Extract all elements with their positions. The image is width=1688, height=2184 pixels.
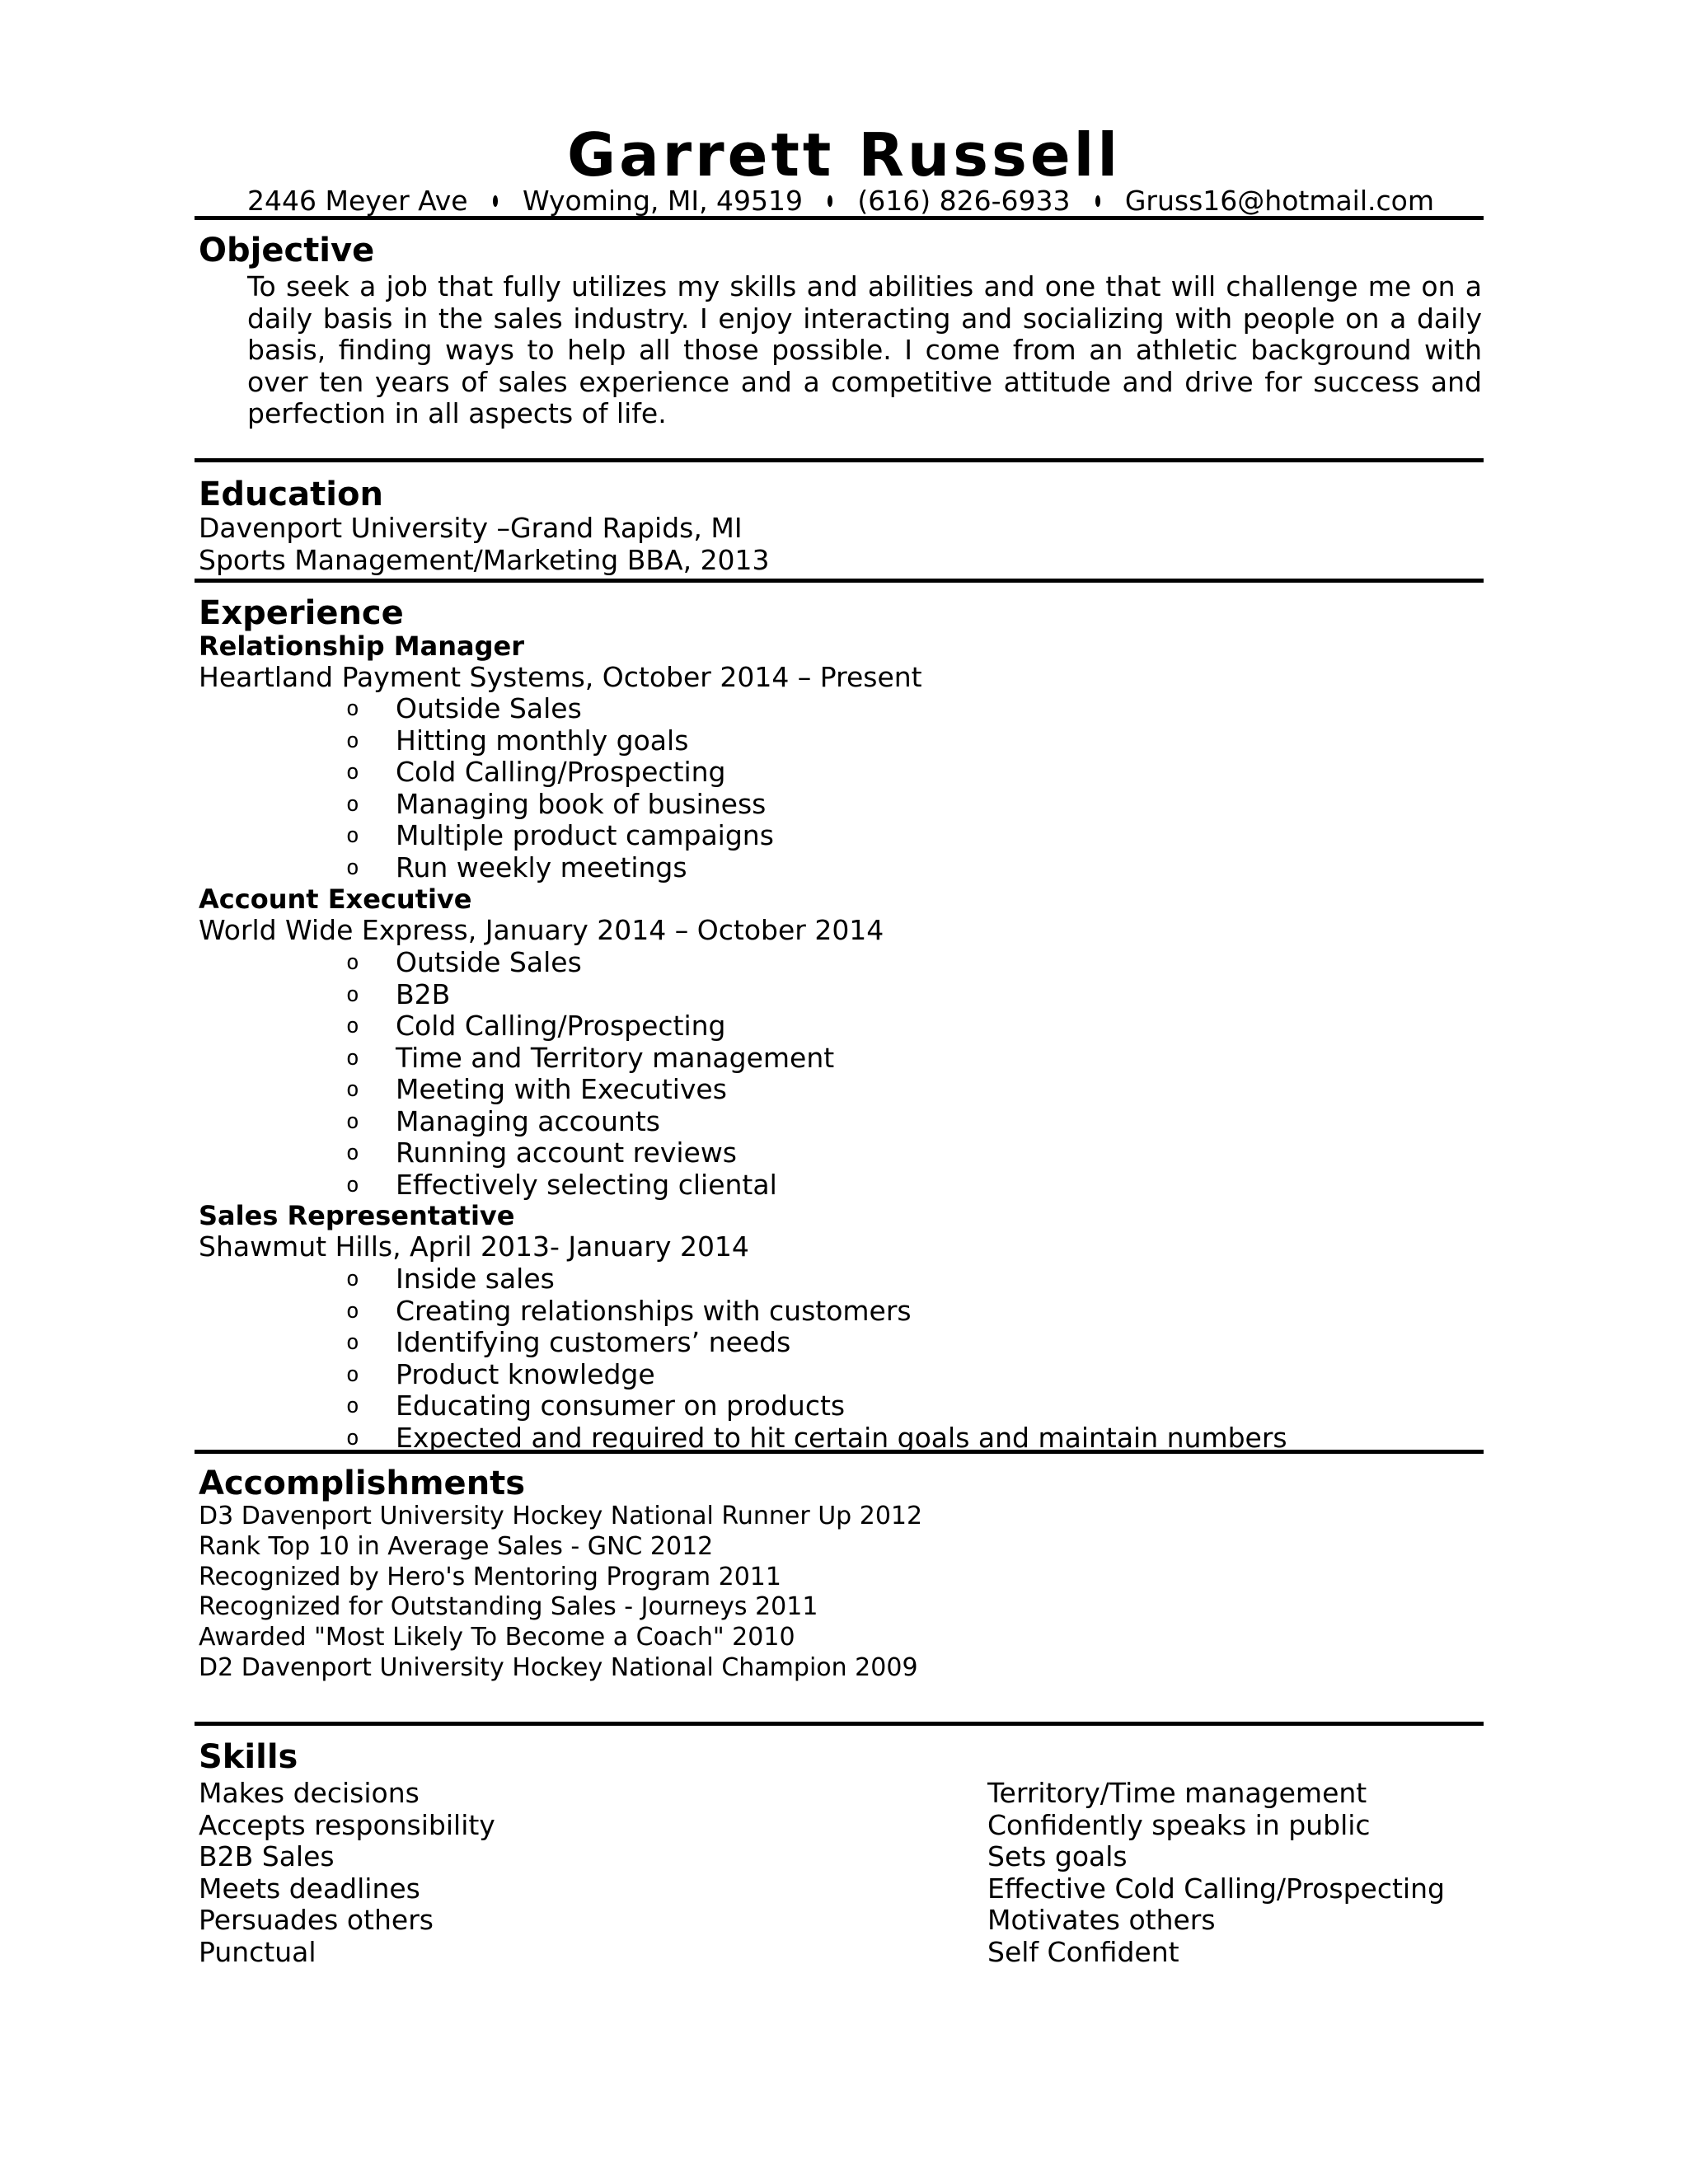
contact-phone: (616) 826-6933 — [857, 185, 1071, 217]
list-item: o Managing accounts — [346, 1104, 660, 1137]
bullet-glyph: o — [346, 1077, 359, 1102]
list-item: Recognized by Hero's Mentoring Program 2011 — [199, 1562, 781, 1591]
bullet-glyph: o — [346, 1014, 359, 1038]
list-item: Territory/Time management — [987, 1777, 1367, 1809]
bullet-glyph: o — [346, 1108, 359, 1134]
list-item: o Meeting with Executives — [346, 1073, 727, 1105]
accomplishments-list — [199, 1502, 922, 1684]
bullet-glyph: o — [346, 950, 359, 975]
skills-heading: Skills — [199, 1738, 298, 1776]
job-bullet-list — [346, 1263, 1287, 1454]
list-item: Makes decisions — [199, 1777, 420, 1809]
bullet-glyph: o — [346, 855, 359, 880]
job-company: Heartland Payment Systems, October 2014 – Present — [199, 661, 922, 693]
list-item: o Inside sales — [346, 1263, 555, 1295]
list-item: o Outside Sales — [346, 692, 582, 724]
list-item: o Effectively selecting cliental — [346, 1168, 777, 1201]
divider-experience — [195, 1450, 1484, 1454]
bullet-glyph: o — [346, 1394, 359, 1418]
list-item: Self Confident — [987, 1935, 1179, 1968]
list-item: o Cold Calling/Prospecting — [346, 756, 726, 788]
bullet-separator — [828, 195, 832, 207]
list-item: B2B Sales — [199, 1840, 335, 1872]
education-degree: Sports Management/Marketing BBA, 2013 — [199, 544, 770, 576]
bullet-glyph: o — [346, 823, 359, 848]
bullet-glyph: o — [346, 1141, 359, 1165]
divider-objective — [195, 458, 1484, 462]
experience-heading: Experience — [199, 594, 404, 632]
list-item: o Hitting monthly goals — [346, 724, 689, 757]
list-item: o Multiple product campaigns — [346, 819, 774, 851]
bullet-separator — [1095, 195, 1100, 207]
objective-heading: Objective — [199, 232, 375, 269]
divider-education — [195, 579, 1484, 583]
list-item: o Running account reviews — [346, 1137, 737, 1169]
education-heading: Education — [199, 476, 383, 513]
bullet-glyph: o — [346, 728, 359, 753]
accomplishments-heading: Accomplishments — [199, 1465, 526, 1502]
contact-address: 2446 Meyer Ave — [247, 185, 468, 217]
bullet-glyph: o — [346, 760, 359, 785]
list-item: o Cold Calling/Prospecting — [346, 1010, 726, 1042]
bullet-glyph: o — [346, 696, 359, 721]
list-item: Awarded "Most Likely To Become a Coach" 2010 — [199, 1623, 795, 1652]
divider-header — [195, 216, 1484, 220]
list-item: o Managing book of business — [346, 787, 767, 820]
list-item: Rank Top 10 in Average Sales - GNC 2012 — [199, 1531, 714, 1561]
list-item: Effective Cold Calling/Prospecting — [987, 1872, 1445, 1905]
contact-email: Gruss16@hotmail.com — [1124, 185, 1434, 217]
list-item: o Time and Territory management — [346, 1041, 835, 1074]
skills-list-right — [987, 1778, 1445, 1968]
list-item: Meets deadlines — [199, 1872, 420, 1905]
list-item: o Educating consumer on products — [346, 1390, 846, 1422]
list-item: o Outside Sales — [346, 946, 582, 978]
job-company: Shawmut Hills, April 2013- January 2014 — [199, 1230, 749, 1263]
bullet-glyph: o — [346, 1330, 359, 1355]
education-school: Davenport University –Grand Rapids, MI — [199, 512, 743, 544]
list-item: Punctual — [199, 1935, 316, 1968]
list-item: Motivates others — [987, 1904, 1216, 1936]
job-title: Account Executive — [199, 883, 472, 915]
job-bullet-list — [346, 947, 834, 1201]
list-item: o B2B — [346, 977, 451, 1010]
bullet-glyph: o — [346, 1361, 359, 1387]
list-item: o Run weekly meetings — [346, 851, 687, 883]
contact-line — [247, 185, 1434, 218]
bullet-glyph: o — [346, 1267, 359, 1291]
list-item: o Product knowledge — [346, 1357, 655, 1390]
candidate-name: Garrett Russell — [566, 120, 1122, 190]
bullet-glyph: o — [346, 791, 359, 817]
job-title: Sales Representative — [199, 1200, 515, 1231]
job-title: Relationship Manager — [199, 630, 524, 662]
objective-text: To seek a job that fully utilizes my skills and abilities and one that will challenge me on a daily basis in the sales industry. I enjoy interacting and socializing with people on a daily basis, finding ways to help all those possible. I come from an athletic background with over ten years of sales experience and a competitive attitude and drive for success and perfection in all aspects of life. — [247, 270, 1482, 429]
list-item: Accepts responsibility — [199, 1808, 495, 1841]
list-item: o Creating relationships with customers — [346, 1294, 912, 1327]
list-item: o Expected and required to hit certain goals and maintain numbers — [346, 1421, 1287, 1454]
bullet-separator — [493, 195, 498, 207]
list-item: o Identifying customers’ needs — [346, 1326, 791, 1358]
bullet-glyph: o — [346, 1045, 359, 1071]
list-item: Persuades others — [199, 1904, 434, 1936]
job-company: World Wide Express, January 2014 – October 2014 — [199, 914, 884, 946]
bullet-glyph: o — [346, 982, 359, 1007]
bullet-glyph: o — [346, 1298, 359, 1324]
list-item: Sets goals — [987, 1840, 1128, 1872]
bullet-glyph: o — [346, 1172, 359, 1197]
bullet-glyph: o — [346, 1425, 359, 1451]
list-item: Recognized for Outstanding Sales - Journeys 2011 — [199, 1592, 818, 1622]
list-item: D3 Davenport University Hockey National Runner Up 2012 — [199, 1502, 923, 1530]
contact-city: Wyoming, MI, 49519 — [522, 185, 804, 217]
divider-accomplishments — [195, 1722, 1484, 1726]
list-item: D2 Davenport University Hockey National Champion 2009 — [199, 1652, 918, 1682]
list-item: Confidently speaks in public — [987, 1808, 1371, 1841]
skills-list-left — [199, 1778, 495, 1968]
job-bullet-list — [346, 693, 774, 883]
